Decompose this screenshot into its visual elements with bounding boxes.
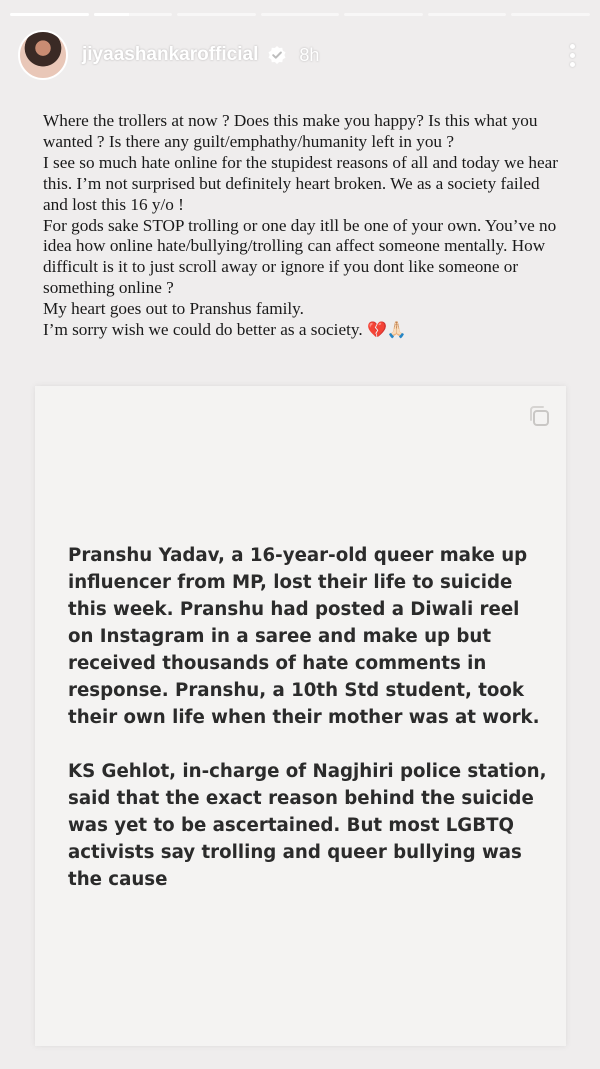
progress-segment [428,13,507,16]
card-paragraph-1: Pranshu Yadav, a 16-year-old queer make up influencer from MP, lost their life to suicide this week. Pranshu had posted a Diwali reel on Instagram in a saree and make up but received thousands of hate comments in response. Pranshu, a 10th Std student, took their own life when their mother was at work. [68,545,540,728]
shared-post-card[interactable] [35,386,566,1046]
caption-line: I see so much hate online for the stupidest reasons of all and today we hear this. I’m not surprised but definitely heart broken. We as a society failed and lost this 16 y/o ! [43,152,558,214]
progress-segment [10,13,89,16]
story-caption [43,111,563,341]
emoji-heart-prayer: 💔🙏🏻 [366,320,407,340]
progress-segment [344,13,423,16]
copy-icon[interactable] [527,404,551,428]
verified-badge-icon [267,45,287,65]
card-text [68,542,548,893]
progress-segment [261,13,340,16]
story-header [18,28,582,82]
username[interactable]: jiyaashankarofficial [82,44,259,65]
card-paragraph-2: KS Gehlot, in-charge of Nagjhiri police station, said that the exact reason behind the suicide was yet to be ascertained. But most LGBTQ activists say trolling and queer bullying was the cause [68,761,547,890]
caption-line: Where the trollers at now ? Does this make you happy? Is this what you wanted ? Is there any guilt/emphathy/humanity left in you ? [43,111,538,151]
caption-last-line: I’m sorry wish we could do better as a society. [43,320,363,340]
post-time: 8h [299,44,320,65]
story-progress-bar [10,13,590,16]
progress-segment [177,13,256,16]
avatar[interactable] [18,30,68,80]
more-vertical-icon[interactable] [562,40,582,70]
progress-segment [94,13,173,16]
caption-line: For gods sake STOP trolling or one day itll be one of your own. You’ve no idea how online hate/bullying/trolling can affect someone mentally. How difficult is it to just scroll away or ignore if you dont like someone or something online ? [43,215,557,298]
caption-line: My heart goes out to Pranshus family. [43,299,304,319]
caption-line [43,320,563,341]
progress-segment [511,13,590,16]
